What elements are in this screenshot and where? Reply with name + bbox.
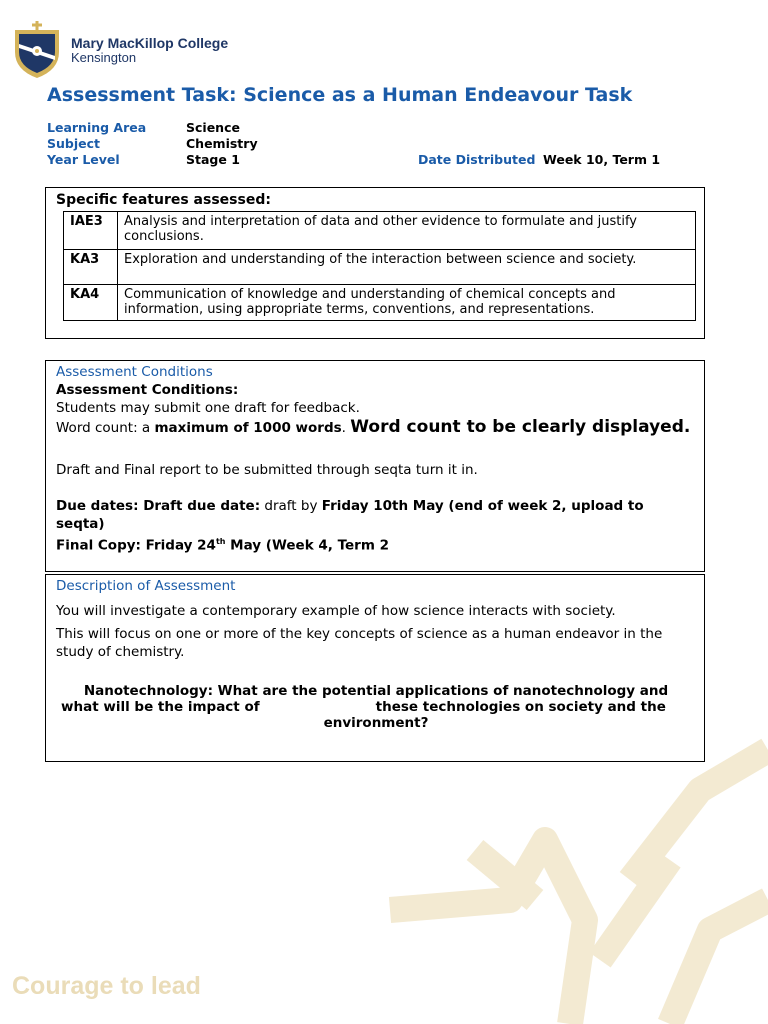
subject-label: Subject bbox=[47, 136, 100, 151]
word-count-max: maximum of 1000 words bbox=[154, 420, 342, 436]
word-count-dot: . bbox=[341, 420, 351, 436]
learning-area-label: Learning Area bbox=[47, 120, 147, 135]
feature-code: IAE3 bbox=[64, 212, 118, 250]
conditions-heading: Assessment Conditions: bbox=[56, 382, 239, 398]
feature-code: KA3 bbox=[64, 250, 118, 285]
slogan: Courage to lead bbox=[12, 972, 201, 1000]
conditions-section-heading: Assessment Conditions bbox=[56, 364, 213, 380]
description-section-heading: Description of Assessment bbox=[56, 578, 236, 594]
subject-value: Chemistry bbox=[186, 136, 258, 151]
feature-code: KA4 bbox=[64, 285, 118, 321]
learning-area-value: Science bbox=[186, 120, 240, 135]
word-count-prefix: Word count: a bbox=[56, 420, 155, 436]
final-copy-sup: th bbox=[215, 537, 226, 546]
description-para-1: You will investigate a contemporary example of how science interacts with society. bbox=[56, 603, 616, 619]
school-campus: Kensington bbox=[71, 50, 137, 65]
question-line-2 bbox=[56, 699, 696, 715]
question-line-1: Nanotechnology: What are the potential applications of nanotechnology and bbox=[83, 683, 669, 699]
school-name: Mary MacKillop College bbox=[71, 35, 229, 51]
feature-text: Exploration and understanding of the interaction between science and society. bbox=[118, 250, 696, 285]
word-count-note bbox=[56, 417, 696, 439]
description-para-2: This will focus on one or more of the key concepts of science as a human endeavor in the study of chemistry. bbox=[56, 626, 663, 660]
due-dates-note bbox=[56, 497, 696, 533]
final-copy-note bbox=[56, 533, 696, 555]
table-row bbox=[64, 212, 696, 250]
features-box bbox=[45, 187, 705, 339]
draft-due-date: Friday 10th May (end of week 2, upload to seqta) bbox=[56, 498, 644, 532]
due-dates-label: Due dates: Draft due date: bbox=[56, 498, 261, 514]
college-crest-icon bbox=[12, 20, 62, 80]
word-count-display-note: Word count to be clearly displayed. bbox=[350, 417, 691, 437]
final-copy-prefix: Final Copy: Friday 24 bbox=[56, 537, 216, 554]
date-distributed-value: Week 10, Term 1 bbox=[543, 152, 661, 167]
question-line-3: environment? bbox=[323, 715, 429, 731]
feature-text: Communication of knowledge and understanding of chemical concepts and information, using appropriate terms, conventions, and representations. bbox=[118, 285, 696, 321]
table-row bbox=[64, 250, 696, 285]
year-level-value: Stage 1 bbox=[186, 152, 240, 167]
table-row bbox=[64, 285, 696, 321]
question-line-2a: what will be the impact of bbox=[61, 699, 260, 715]
due-draft-text: draft by bbox=[260, 498, 322, 514]
flower-watermark-icon bbox=[370, 730, 768, 1024]
features-heading: Specific features assessed: bbox=[56, 192, 271, 208]
features-table bbox=[63, 211, 696, 321]
date-distributed-label: Date Distributed bbox=[418, 152, 536, 167]
feature-text: Analysis and interpretation of data and other evidence to formulate and justify conclusions. bbox=[118, 212, 696, 250]
conditions-box bbox=[45, 360, 705, 572]
final-copy-suffix: May (Week 4, Term 2 bbox=[225, 537, 389, 554]
page-title: Assessment Task: Science as a Human Endeavour Task bbox=[47, 84, 633, 106]
submission-note: Draft and Final report to be submitted through seqta turn it in. bbox=[56, 462, 478, 478]
year-level-label: Year Level bbox=[47, 152, 120, 167]
question-line-2b: these technologies on society and the bbox=[375, 699, 666, 715]
draft-note: Students may submit one draft for feedback. bbox=[56, 400, 360, 416]
